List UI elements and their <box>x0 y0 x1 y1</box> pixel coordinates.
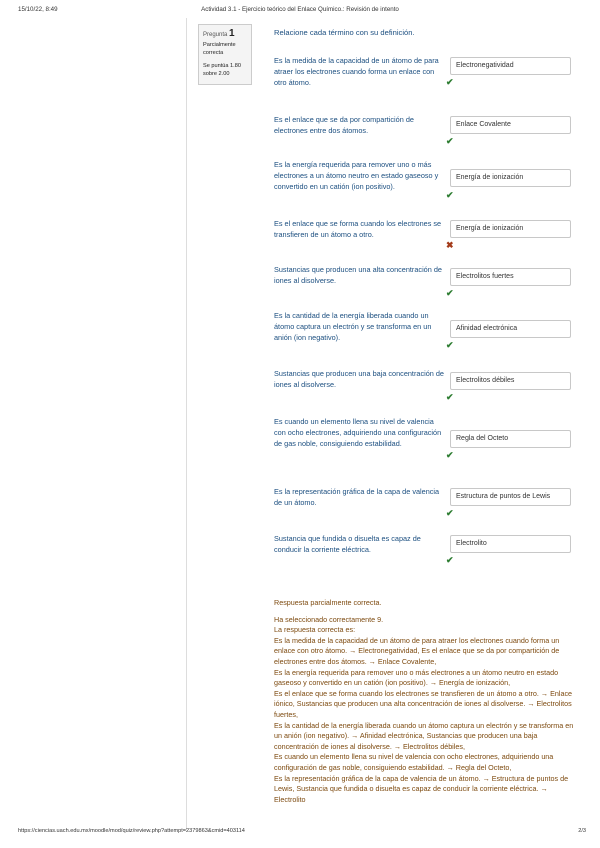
question-grade: Se puntúa 1.80 sobre 2.00 <box>203 63 241 77</box>
match-row <box>274 416 574 464</box>
answer-select[interactable]: Energía de ionización <box>450 220 571 238</box>
match-row <box>274 218 574 266</box>
match-stem: Es la energía requerida para remover uno o más electrones a un átomo neutro en estado gaseoso y convertido en un catión (ion positivo). <box>274 160 439 192</box>
correct-check-icon: ✔ <box>446 77 454 87</box>
answer-select[interactable]: Enlace Covalente <box>450 116 571 134</box>
feedback-right-answer-line: Es la energía requerida para remover uno o más electrones a un átomo neutro en estado gaseoso y convertido en un catión (ion positivo). → Energía de ionización, <box>274 667 559 688</box>
correct-check-icon: ✔ <box>446 288 454 298</box>
print-url: https://ciencias.uach.edu.mx/moodle/mod/quiz/review.php?attempt=2379863&cmid=403114 <box>18 828 245 834</box>
match-stem: Es el enlace que se da por compartición de electrones entre dos átomos. <box>274 115 414 136</box>
print-datetime: 15/10/22, 8:49 <box>18 6 58 13</box>
correct-check-icon: ✔ <box>446 190 454 200</box>
question-prompt: Relacione cada término con su definición. <box>274 28 415 37</box>
answer-select[interactable]: Afinidad electrónica <box>450 320 571 338</box>
question-state: Parcialmente correcta <box>203 42 236 56</box>
column-divider <box>186 18 187 830</box>
match-row <box>274 159 574 207</box>
match-stem: Es la medida de la capacidad de un átomo de para atraer los electrones cuando forma un enlace con otro átomo. <box>274 56 439 88</box>
question-label: Pregunta <box>203 32 228 38</box>
answer-select[interactable]: Electrolito <box>450 535 571 553</box>
match-row <box>274 533 574 581</box>
correct-check-icon: ✔ <box>446 392 454 402</box>
correct-check-icon: ✔ <box>446 136 454 146</box>
correct-check-icon: ✔ <box>446 508 454 518</box>
match-row <box>274 114 574 162</box>
match-row <box>274 55 574 103</box>
answer-select[interactable]: Electronegatividad <box>450 57 571 75</box>
feedback-right-answer-line: Es el enlace que se forma cuando los electrones se transfieren de un átomo a otro. → Enlace iónico, Sustancias que producen una alta concentración de iones al disolverse. → Electrolitos fuertes, <box>274 688 573 719</box>
feedback-state: Respuesta parcialmente correcta. <box>274 598 382 607</box>
feedback-right-answer-line: Es la representación gráfica de la capa de valencia de un átomo. → Estructura de puntos de Lewis, Sustancia que fundida o disuelta es capaz de conducir la corriente eléctrica. → Electrolito <box>274 773 569 804</box>
answer-select[interactable]: Regla del Octeto <box>450 430 571 448</box>
answer-select[interactable]: Energía de ionización <box>450 169 571 187</box>
feedback-right-answer-line: Es cuando un elemento llena su nivel de valencia con ocho electrones, adquiriendo una configuración de gas noble, consiguiendo estabilidad. → Regla del Octeto, <box>274 752 554 772</box>
match-stem: Es la cantidad de la energía liberada cuando un átomo captura un electrón y se transforma en un anión (ion negativo). <box>274 311 432 343</box>
answer-select[interactable]: Electrolitos fuertes <box>450 268 571 286</box>
page-print-title: Actividad 3.1 - Ejercicio teórico del Enlace Químico.: Revisión de intento <box>201 6 399 13</box>
incorrect-cross-icon: ✖ <box>446 240 454 250</box>
answer-select[interactable]: Electrolitos débiles <box>450 372 571 390</box>
match-stem: Sustancias que producen una baja concentración de iones al disolverse. <box>274 369 444 390</box>
match-row <box>274 368 574 416</box>
feedback-selected-count: Ha seleccionado correctamente 9. <box>274 614 384 624</box>
correct-check-icon: ✔ <box>446 340 454 350</box>
match-stem: Sustancia que fundida o disuelta es capaz de conducir la corriente eléctrica. <box>274 534 421 555</box>
question-feedback <box>274 598 574 805</box>
feedback-right-answer-line: Es la cantidad de la energía liberada cuando un átomo captura un electrón y se transforma en un anión (ion negativo). → Afinidad electrónica, Sustancias que producen una baja concentración de iones al disolverse. → Electrolitos débiles, <box>274 720 574 751</box>
correct-check-icon: ✔ <box>446 555 454 565</box>
match-stem: Sustancias que producen una alta concentración de iones al disolverse. <box>274 265 442 286</box>
question-number-value: 1 <box>229 28 235 39</box>
correct-check-icon: ✔ <box>446 450 454 460</box>
match-stem: Es la representación gráfica de la capa de valencia de un átomo. <box>274 487 440 508</box>
feedback-right-answer-label: La respuesta correcta es: <box>274 625 356 635</box>
question-number <box>203 28 247 39</box>
page-number: 2/3 <box>578 828 586 834</box>
question-info-box <box>198 24 252 85</box>
feedback-right-answer-line: Es la medida de la capacidad de un átomo de para atraer los electrones cuando forma un enlace con otro átomo. → Electronegatividad, Es el enlace que se da por compartición de electrones entre dos átomos. → Enlace Covalente, <box>274 635 560 666</box>
match-stem: Es el enlace que se forma cuando los electrones se transfieren de un átomo a otro. <box>274 219 442 240</box>
match-row <box>274 264 574 312</box>
match-row <box>274 310 574 358</box>
match-row <box>274 486 574 534</box>
match-stem: Es cuando un elemento llena su nivel de valencia con ocho electrones, adquiriendo una configuración de gas noble, consiguiendo estabilidad. <box>274 417 442 449</box>
answer-select[interactable]: Estructura de puntos de Lewis <box>450 488 571 506</box>
